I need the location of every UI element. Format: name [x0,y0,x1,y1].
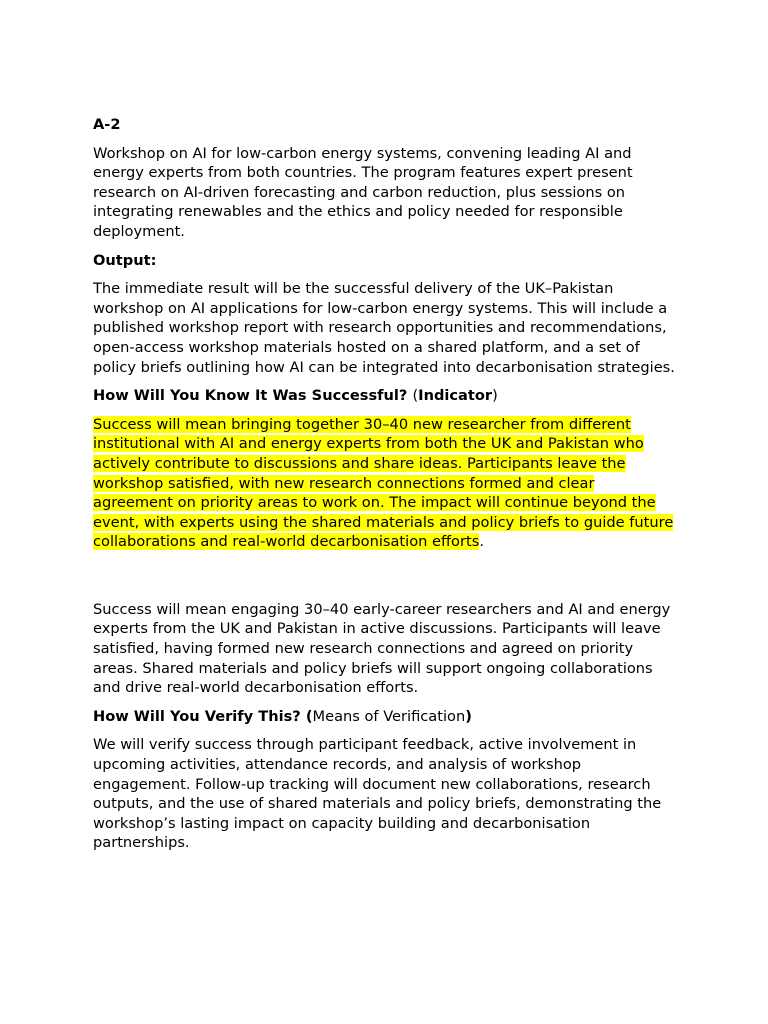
section-id: A-2 [93,116,121,133]
output-heading: Output: [93,251,157,269]
indicator-close-paren: ) [492,387,498,405]
indicator-open-paren: ( [412,387,419,405]
indicator-heading-main: How Will You Know It Was Successful? [93,387,413,405]
document-page [93,115,675,862]
output-paragraph: The immediate result will be the successful delivery of the UK–Pakistan workshop on AI applications for low-carbon energy systems. This will include a published workshop report with research opportunities and recommendations, open-access workshop materials hosted on a shared platform, and a set of policy briefs outlining how AI can be integrated into decarbonisation strategies. [93,280,675,376]
indicator-heading [93,386,675,406]
verify-close-paren: ) [465,707,472,725]
verify-heading-main: How Will You Verify This? ( [93,707,313,725]
verify-heading [93,707,675,727]
indicator-label: Indicator [418,387,493,405]
blank-line [93,561,675,600]
highlighted-text: Success will mean bringing together 30–40 new researcher from different institutional with AI and energy experts from both the UK and Pakistan who actively contribute to discussions and share ideas. Participants leave the workshop satisfied, with new research connections formed and clear agreement on priority areas to work on. The impact will continue beyond the event, with experts using the shared materials and policy briefs to guide future collaborations and real-world decarbonisation efforts [93,415,674,551]
intro-paragraph: Workshop on AI for low-carbon energy systems, convening leading AI and energy experts from both countries. The program features expert present research on AI-driven forecasting and carbon reduction, plus sessions on integrating renewables and the ethics and policy needed for responsible deployment. [93,144,633,240]
highlighted-paragraph [93,415,675,552]
verify-paragraph: We will verify success through participant feedback, active involvement in upcoming activities, attendance records, and analysis of workshop engagement. Follow-up tracking will document new collaborations, research outputs, and the use of shared materials and policy briefs, demonstrating the workshop’s lasting impact on capacity building and decarbonisation partnerships. [93,736,662,852]
success-paragraph: Success will mean engaging 30–40 early-career researchers and AI and energy experts from the UK and Pakistan in active discussions. Participants will leave satisfied, having formed new research connections and agreed on priority areas. Shared materials and policy briefs will support ongoing collaborations and drive real-world decarbonisation efforts. [93,600,671,697]
highlighted-end: . [479,533,484,551]
verify-label: Means of Verification [312,707,466,725]
